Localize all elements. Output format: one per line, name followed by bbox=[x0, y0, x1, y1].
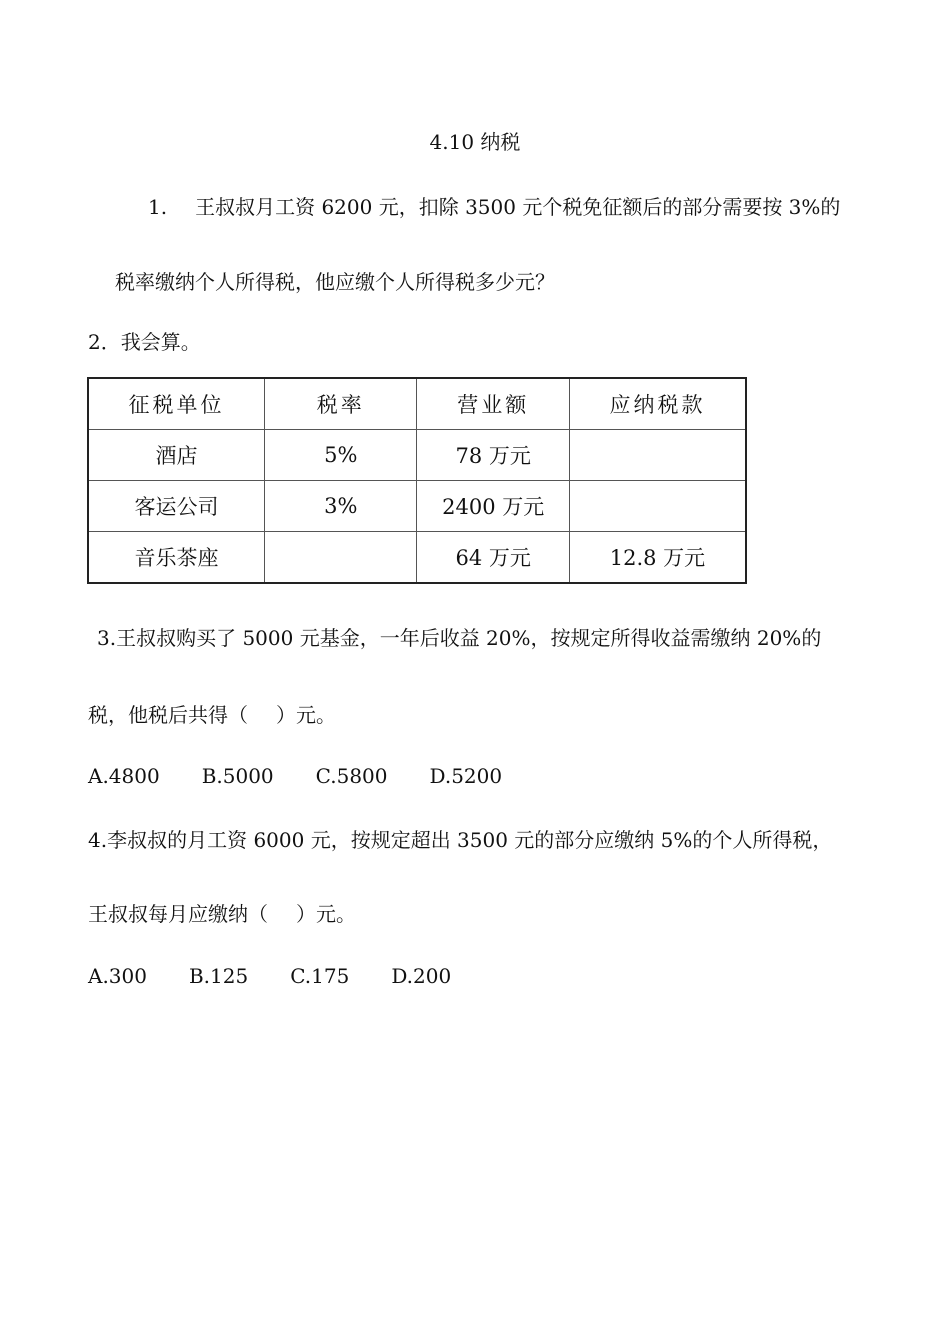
table-cell: 2400 万元 bbox=[417, 481, 569, 532]
tax-table bbox=[87, 377, 747, 584]
option-b[interactable]: B.5000 bbox=[201, 764, 274, 788]
table-cell-answer[interactable] bbox=[265, 532, 417, 584]
option-a[interactable]: A.4800 bbox=[88, 764, 160, 788]
table-cell: 64 万元 bbox=[417, 532, 569, 584]
table-header-cell: 税率 bbox=[265, 378, 417, 430]
question-1-line-1 bbox=[148, 193, 840, 221]
question-3-text-before-blank: 税，他税后共得（ bbox=[88, 703, 248, 727]
option-b[interactable]: B.125 bbox=[188, 964, 249, 988]
question-4-text-before-blank: 王叔叔每月应缴纳（ bbox=[88, 902, 268, 926]
question-3-options bbox=[88, 762, 502, 790]
table-row bbox=[88, 430, 746, 481]
option-a[interactable]: A.300 bbox=[88, 964, 147, 988]
table-header-cell: 营业额 bbox=[417, 378, 569, 430]
table-cell: 5% bbox=[265, 430, 417, 481]
table-cell: 3% bbox=[265, 481, 417, 532]
option-c[interactable]: C.5800 bbox=[315, 764, 388, 788]
page-title: 4.10 纳税 bbox=[429, 130, 521, 154]
option-d[interactable]: D.5200 bbox=[429, 764, 503, 788]
table-header-cell: 征税单位 bbox=[88, 378, 265, 430]
question-3-line-2 bbox=[88, 701, 336, 729]
table-header-cell: 应纳税款 bbox=[569, 378, 746, 430]
question-4-line-2 bbox=[88, 900, 356, 928]
question-3-line-1: 3.王叔叔购买了 5000 元基金，一年后收益 20%，按规定所得收益需缴纳 20%的 bbox=[97, 626, 822, 650]
question-4-text-after-blank: ）元。 bbox=[296, 902, 356, 926]
question-2-heading: 2．我会算。 bbox=[88, 330, 201, 354]
table-cell: 78 万元 bbox=[417, 430, 569, 481]
option-c[interactable]: C.175 bbox=[290, 964, 350, 988]
table-cell: 音乐茶座 bbox=[88, 532, 265, 584]
table-header-row bbox=[88, 378, 746, 430]
table-cell-answer[interactable] bbox=[569, 430, 746, 481]
option-d[interactable]: D.200 bbox=[391, 964, 452, 988]
table-cell: 12.8 万元 bbox=[569, 532, 746, 584]
question-4-options bbox=[88, 962, 451, 990]
table-row bbox=[88, 532, 746, 584]
table-row bbox=[88, 481, 746, 532]
question-1-text-1: 王叔叔月工资 6200 元，扣除 3500 元个税免征额后的部分需要按 3%的 bbox=[195, 195, 841, 219]
table-cell: 客运公司 bbox=[88, 481, 265, 532]
table-cell: 酒店 bbox=[88, 430, 265, 481]
table-cell-answer[interactable] bbox=[569, 481, 746, 532]
question-3-text-after-blank: ）元。 bbox=[276, 703, 336, 727]
question-1-line-2: 税率缴纳个人所得税，他应缴个人所得税多少元？ bbox=[115, 270, 555, 294]
question-4-line-1: 4.李叔叔的月工资 6000 元，按规定超出 3500 元的部分应缴纳 5%的个人所得税， bbox=[88, 828, 833, 852]
question-1-number: 1. bbox=[148, 195, 168, 219]
